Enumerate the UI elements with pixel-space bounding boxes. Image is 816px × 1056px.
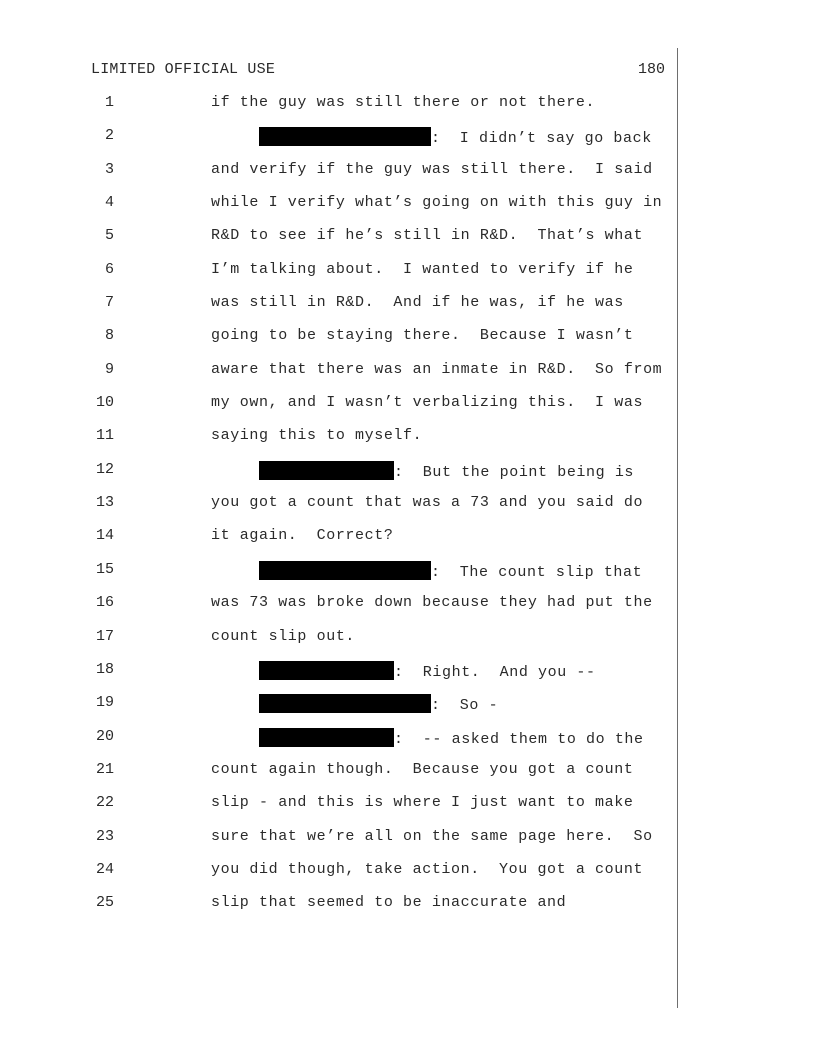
line-text: sure that we’re all on the same page here. So <box>211 827 653 845</box>
transcript-line <box>0 227 816 260</box>
line-number: 19 <box>95 694 114 712</box>
transcript-line <box>0 694 816 727</box>
transcript-line <box>0 194 816 227</box>
line-text: saying this to myself. <box>211 427 423 445</box>
transcript-line <box>0 894 816 927</box>
line-text: while I verify what’s going on with this guy in <box>211 194 663 212</box>
transcript-line <box>0 361 816 394</box>
line-number: 18 <box>95 660 114 678</box>
transcript-lines <box>0 94 816 928</box>
line-text: you did though, take action. You got a count <box>211 860 644 878</box>
line-text: : I didn’t say go back <box>431 130 652 148</box>
redacted-speaker-name <box>259 561 431 580</box>
line-number: 12 <box>95 460 114 478</box>
transcript-line <box>0 327 816 360</box>
transcript-line <box>0 527 816 560</box>
line-number: 25 <box>95 894 114 912</box>
line-text: aware that there was an inmate in R&D. So from <box>211 360 663 378</box>
redacted-speaker-name <box>259 661 394 680</box>
line-number: 9 <box>104 360 114 378</box>
line-number: 6 <box>104 260 114 278</box>
line-text: was still in R&D. And if he was, if he was <box>211 294 624 312</box>
redacted-speaker-name <box>259 728 394 747</box>
line-number: 15 <box>95 560 114 578</box>
line-text: R&D to see if he’s still in R&D. That’s what <box>211 227 644 245</box>
speaker-line <box>259 461 634 481</box>
line-text: slip - and this is where I just want to make <box>211 794 634 812</box>
line-number: 8 <box>104 327 114 345</box>
line-text: and verify if the guy was still there. I said <box>211 160 653 178</box>
line-number: 23 <box>95 827 114 845</box>
transcript-line <box>0 828 816 861</box>
line-number: 11 <box>95 427 114 445</box>
line-number: 14 <box>95 527 114 545</box>
line-number: 24 <box>95 860 114 878</box>
line-number: 10 <box>95 394 114 412</box>
transcript-line <box>0 461 816 494</box>
line-number: 1 <box>104 94 114 111</box>
transcript-line <box>0 561 816 594</box>
line-text: I’m talking about. I wanted to verify if he <box>211 260 634 278</box>
transcript-line <box>0 794 816 827</box>
transcript-line <box>0 861 816 894</box>
redacted-speaker-name <box>259 127 431 146</box>
transcript-line <box>0 94 816 127</box>
transcript-line <box>0 427 816 460</box>
speaker-line <box>259 728 644 748</box>
redacted-speaker-name <box>259 461 394 480</box>
transcript-line <box>0 394 816 427</box>
line-text: you got a count that was a 73 and you said do <box>211 494 644 512</box>
speaker-line <box>259 694 498 714</box>
transcript-line <box>0 294 816 327</box>
transcript-line <box>0 494 816 527</box>
line-number: 21 <box>95 760 114 778</box>
line-text: if the guy was still there or not there. <box>211 94 596 111</box>
line-text: count slip out. <box>211 627 356 645</box>
page-number: 180 <box>638 61 666 78</box>
line-number: 16 <box>95 594 114 612</box>
line-number: 4 <box>104 194 114 212</box>
line-number: 7 <box>104 294 114 312</box>
line-number: 5 <box>104 227 114 245</box>
line-text: : -- asked them to do the <box>394 730 644 748</box>
line-text: my own, and I wasn’t verbalizing this. I was <box>211 394 644 412</box>
line-number: 22 <box>95 794 114 812</box>
transcript-line <box>0 628 816 661</box>
transcript-line <box>0 761 816 794</box>
transcript-line <box>0 127 816 160</box>
transcript-line <box>0 161 816 194</box>
line-text: : The count slip that <box>431 563 643 581</box>
speaker-line <box>259 561 642 581</box>
transcript-line <box>0 661 816 694</box>
line-number: 20 <box>95 727 114 745</box>
line-text: it again. Correct? <box>211 527 394 545</box>
speaker-line <box>259 127 652 147</box>
line-text: slip that seemed to be inaccurate and <box>211 894 567 912</box>
line-text: count again though. Because you got a count <box>211 760 634 778</box>
line-text: : So - <box>431 697 499 715</box>
transcript-line <box>0 594 816 627</box>
line-text: was 73 was broke down because they had put the <box>211 594 653 612</box>
line-text: : Right. And you -- <box>394 663 596 681</box>
classification-header: LIMITED OFFICIAL USE <box>91 61 276 78</box>
line-text: : But the point being is <box>394 463 635 481</box>
line-number: 13 <box>95 494 114 512</box>
line-text: going to be staying there. Because I wasn’t <box>211 327 634 345</box>
line-number: 2 <box>104 127 114 145</box>
transcript-line <box>0 261 816 294</box>
line-number: 17 <box>95 627 114 645</box>
speaker-line <box>259 661 596 681</box>
transcript-line <box>0 728 816 761</box>
line-number: 3 <box>104 160 114 178</box>
redacted-speaker-name <box>259 694 431 713</box>
